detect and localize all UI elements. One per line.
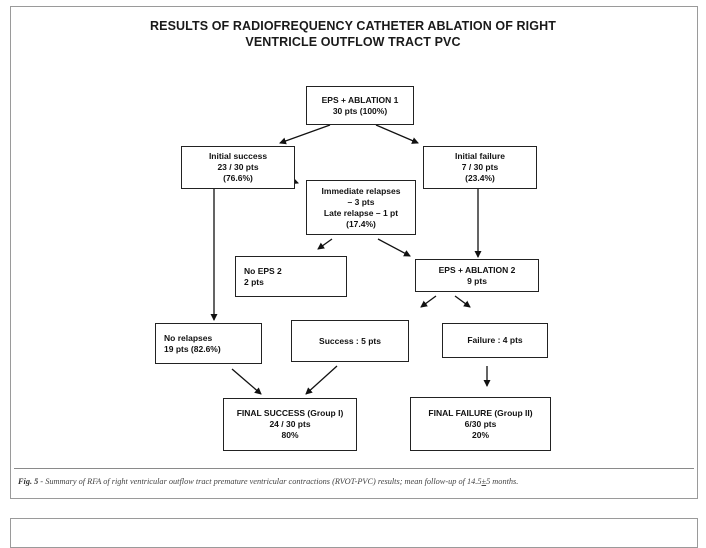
arrow-eps2-to-failure — [455, 296, 470, 307]
caption-tail: 5 months. — [486, 477, 519, 486]
diagram-title-line-1: RESULTS OF RADIOFREQUENCY CATHETER ABLATION OF RIGHT — [150, 19, 556, 33]
node-no-eps-2 — [235, 256, 347, 297]
node-text: (23.4%) — [465, 173, 495, 183]
node-final-failure — [410, 397, 551, 451]
node-text: Success : 5 pts — [319, 335, 381, 346]
node-text: 9 pts — [467, 275, 487, 286]
node-text: (76.6%) — [223, 173, 253, 183]
node-text: 6/30 pts — [464, 418, 497, 429]
node-text: 24 / 30 pts — [269, 419, 311, 429]
arrow-eps1-to-success — [280, 125, 330, 143]
node-text: (17.4%) — [346, 218, 376, 229]
diagram-title-line-2: VENTRICLE OUTFLOW TRACT PVC — [245, 35, 461, 49]
node-text: – 3 pts — [347, 196, 375, 207]
node-text: 30 pts (100%) — [332, 105, 388, 116]
figure-caption — [18, 477, 518, 486]
node-text: No relapses — [164, 332, 213, 343]
node-initial-success — [181, 146, 295, 189]
node-text: No EPS 2 — [244, 265, 282, 276]
arrow-relapses-to-no-eps2 — [318, 239, 332, 249]
node-text: Immediate relapses — [321, 185, 401, 196]
node-failure-4 — [442, 323, 548, 358]
node-text: Initial failure — [454, 151, 506, 161]
arrow-eps1-to-failure — [376, 125, 418, 143]
caption-divider — [14, 468, 694, 469]
node-text: EPS + ABLATION 1 — [321, 94, 399, 105]
node-text: 20% — [471, 429, 489, 440]
node-text: EPS + ABLATION 2 — [438, 264, 516, 275]
caption-label: Fig. 5 - — [18, 477, 44, 486]
node-text: 19 pts (82.6%) — [164, 343, 221, 354]
arrow-eps2-to-success — [421, 296, 436, 307]
caption-text: Summary of RFA of right ventricular outflow tract premature ventricular contractions (RVOT-PVC) results; mean follow-up of 14.5 — [43, 477, 482, 486]
node-text: 23 / 30 pts — [217, 162, 259, 172]
node-text: FINAL SUCCESS (Group I) — [236, 408, 344, 418]
node-text: Initial success — [208, 151, 268, 161]
node-text: 80% — [281, 430, 299, 440]
node-text: 7 / 30 pts — [461, 162, 499, 172]
node-text: FINAL FAILURE (Group II) — [428, 407, 533, 418]
node-no-relapses — [155, 323, 262, 364]
node-text: Late relapse – 1 pt — [323, 207, 399, 218]
caption-plus-minus: ± — [481, 477, 487, 486]
node-eps-ablation-2 — [415, 259, 539, 292]
node-final-success — [223, 398, 357, 451]
node-text: Failure : 4 pts — [467, 335, 523, 345]
node-text: 2 pts — [244, 276, 264, 287]
node-eps-ablation-1 — [306, 86, 414, 125]
node-initial-failure — [423, 146, 537, 189]
arrow-no-relapses-to-final-success — [232, 369, 261, 394]
node-success-5 — [291, 320, 409, 362]
arrow-relapses-to-eps2 — [378, 239, 410, 256]
node-relapses — [306, 180, 416, 235]
arrow-success5-to-final-success — [306, 366, 337, 394]
